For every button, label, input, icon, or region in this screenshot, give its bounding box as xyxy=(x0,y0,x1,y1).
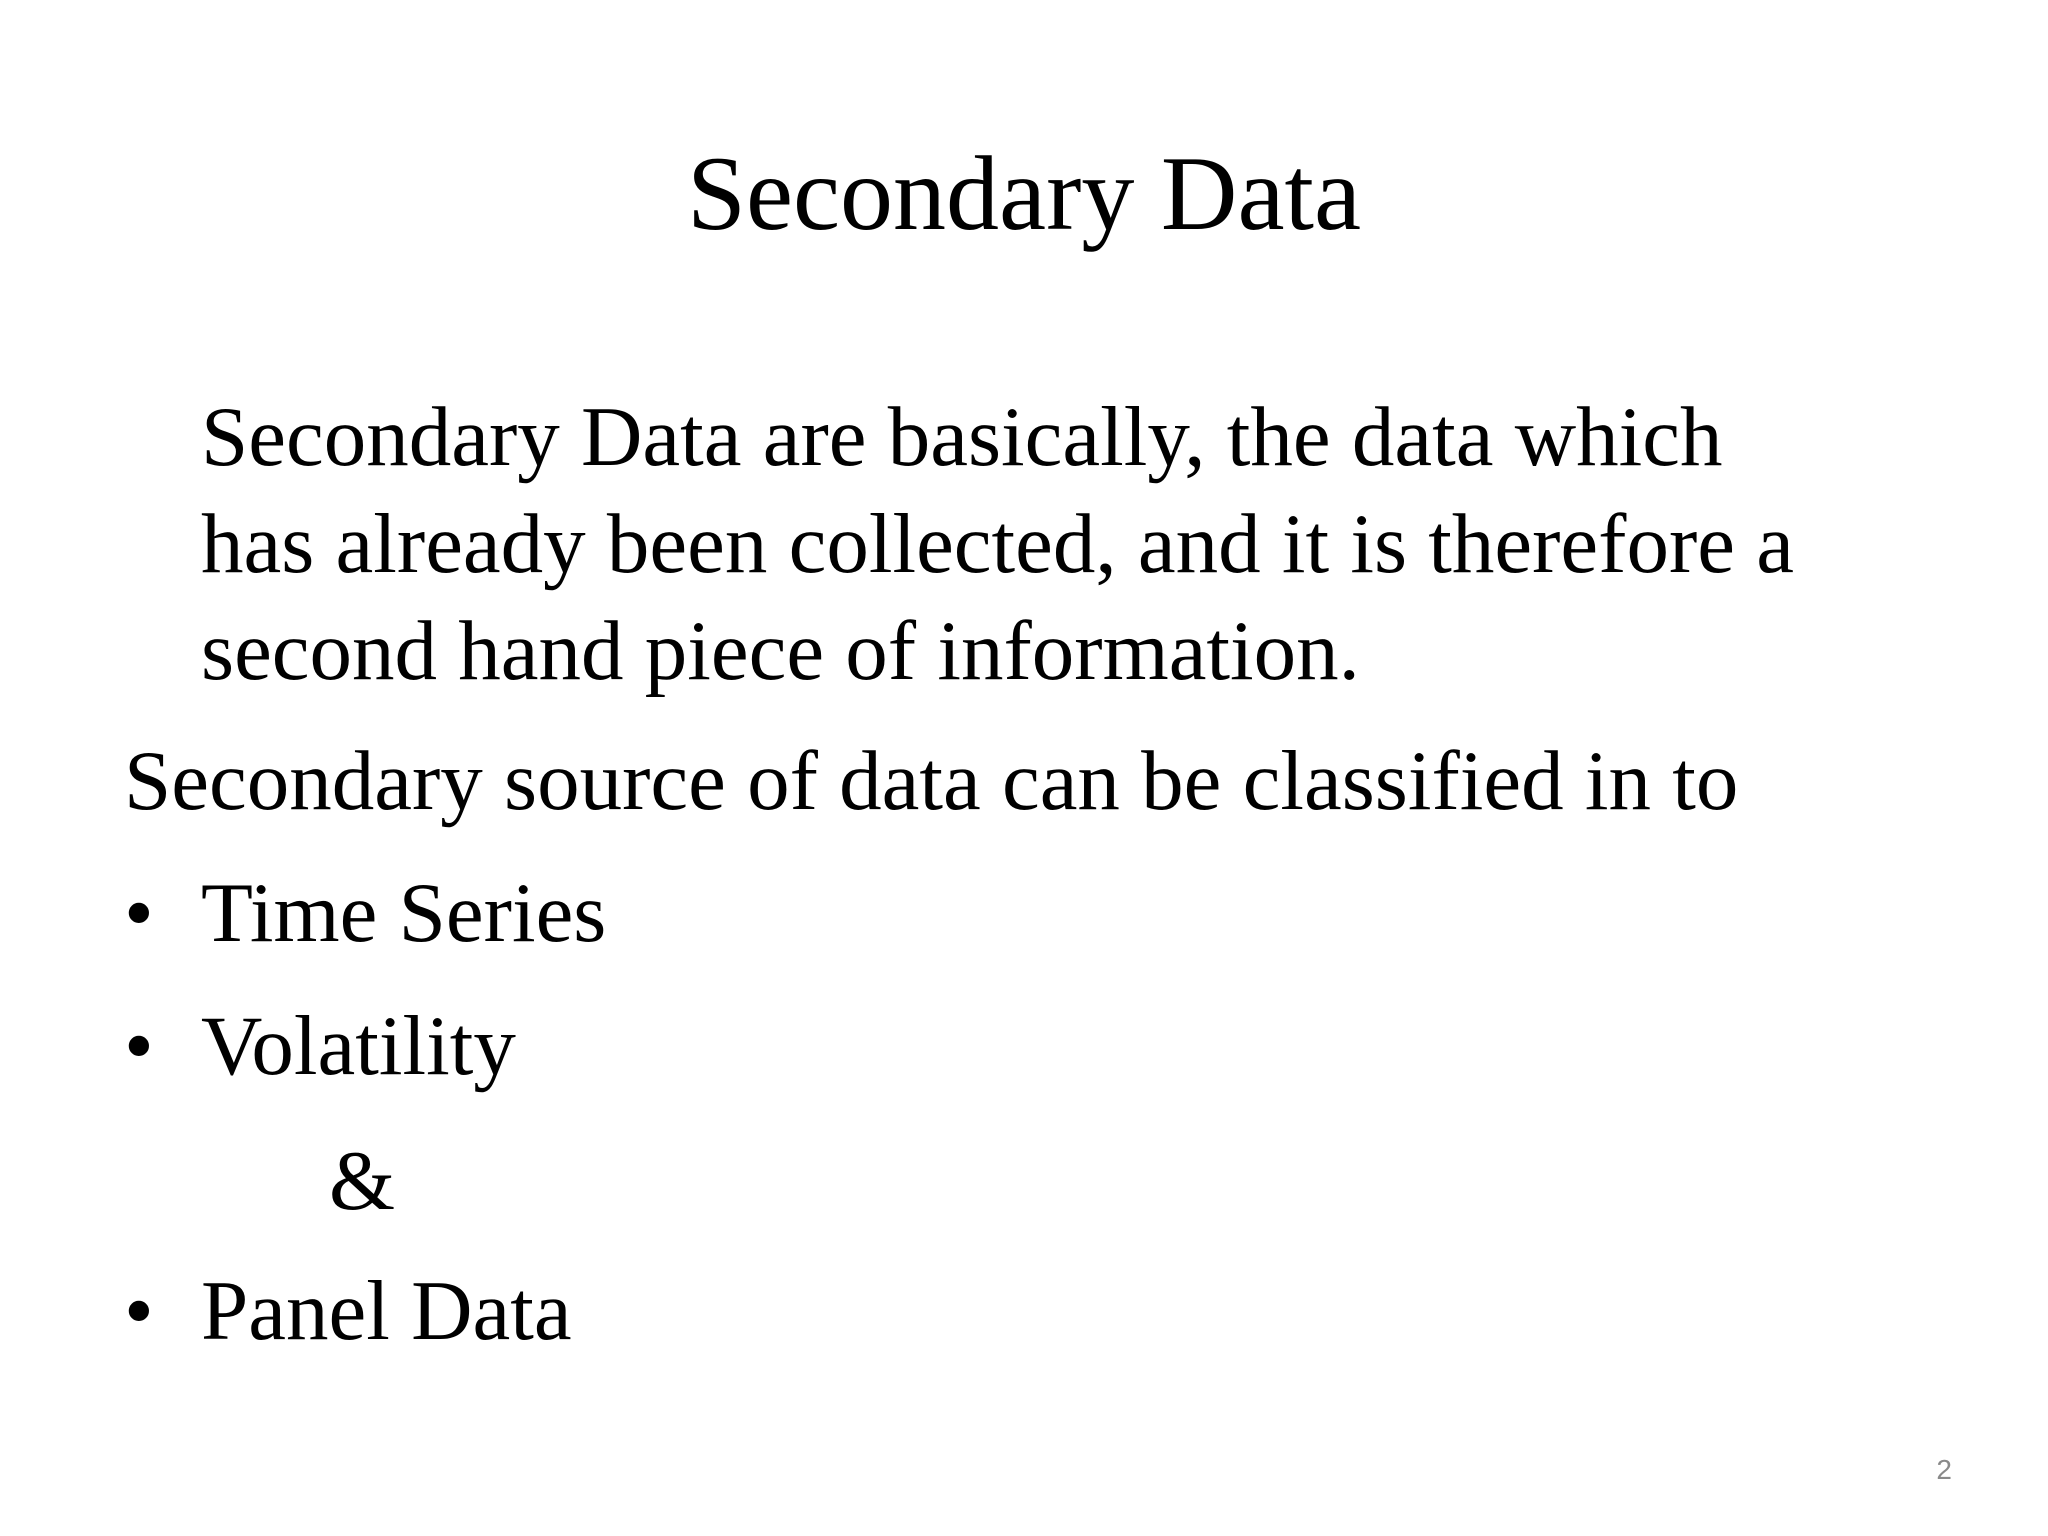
bullet-item-panel-data xyxy=(124,1260,572,1362)
definition-paragraph xyxy=(201,384,1794,705)
paragraph-line: second hand piece of information. xyxy=(201,604,1360,699)
bullet-label: Volatility xyxy=(201,999,516,1093)
ampersand-text: & xyxy=(329,1134,396,1228)
slide-title: Secondary Data xyxy=(687,135,1361,252)
bullet-icon: • xyxy=(124,1264,154,1358)
bullet-label: Time Series xyxy=(201,866,607,960)
paragraph-line: has already been collected, and it is therefore a xyxy=(201,497,1794,592)
bullet-label: Panel Data xyxy=(201,1264,572,1358)
bullet-icon: • xyxy=(124,999,154,1093)
page-number: 2 xyxy=(1936,1454,1952,1485)
bullet-item-volatility xyxy=(124,995,516,1097)
bullet-icon: • xyxy=(124,866,154,960)
paragraph-line: Secondary Data are basically, the data which xyxy=(201,390,1723,484)
bullet-item-time-series xyxy=(124,862,606,964)
classification-intro: Secondary source of data can be classified in to xyxy=(124,734,1739,828)
